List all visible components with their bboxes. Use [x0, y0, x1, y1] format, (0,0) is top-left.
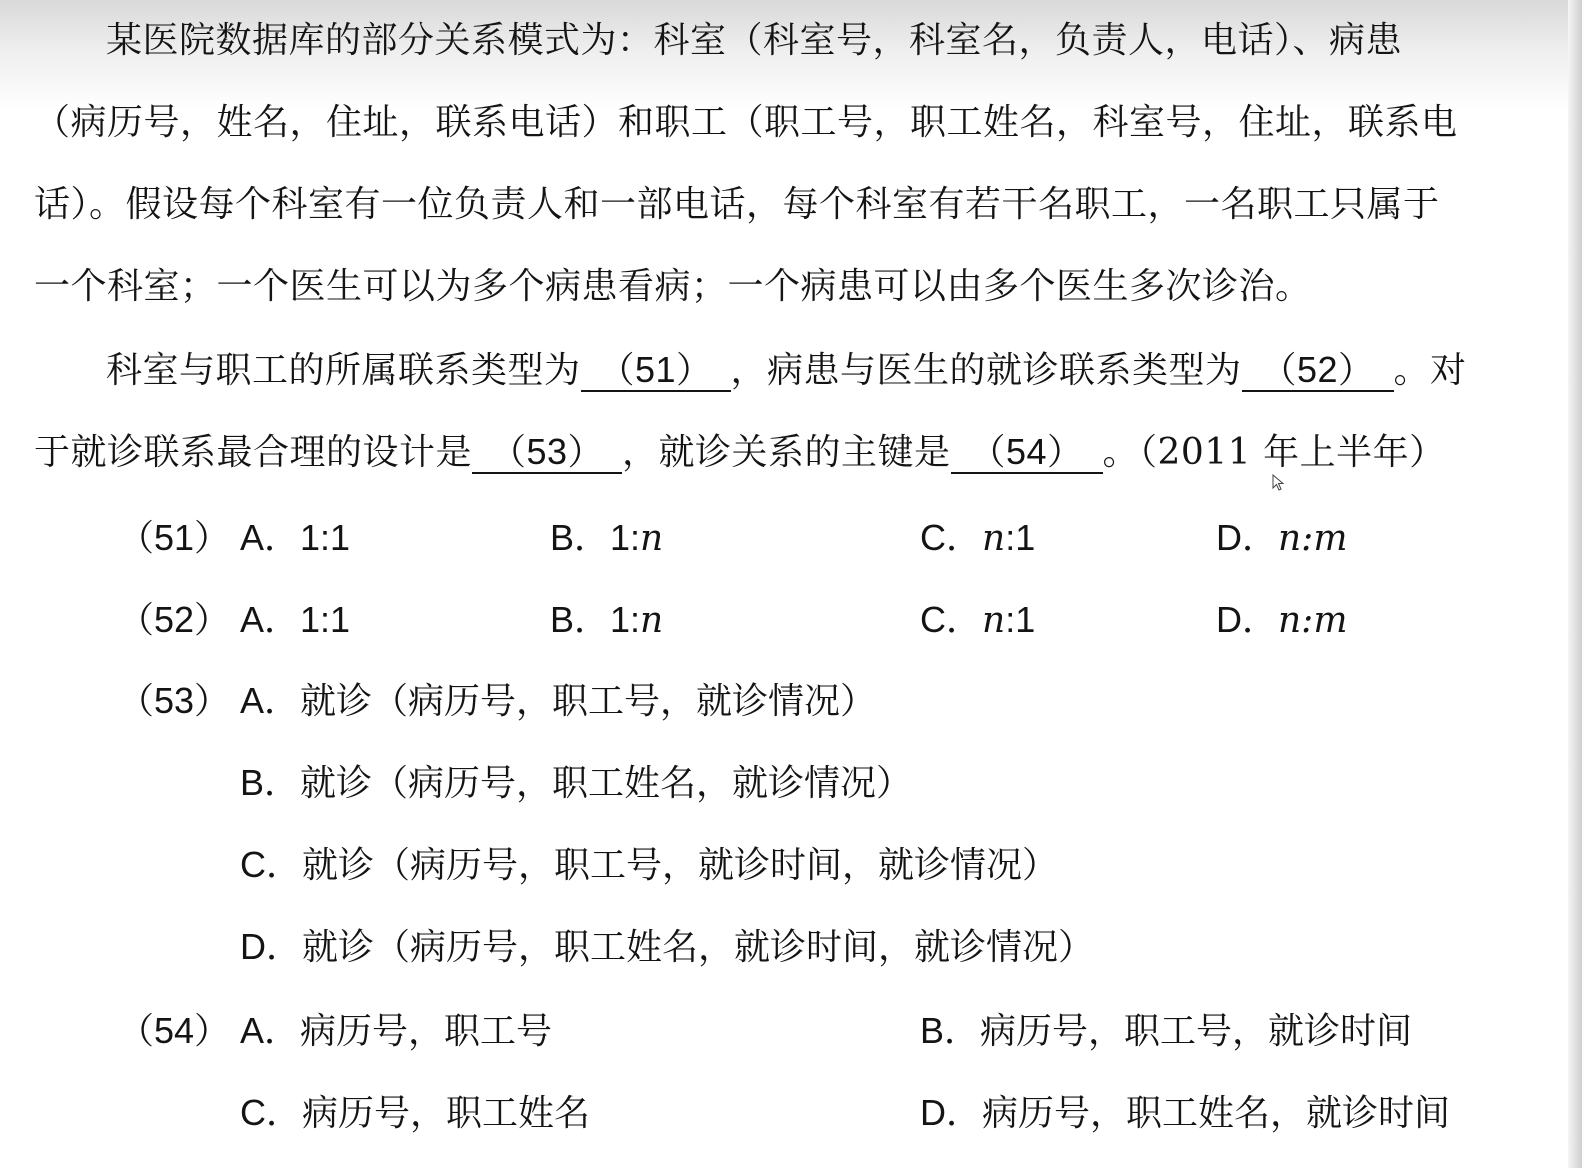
line6-text-a: 于就诊联系最合理的设计是: [34, 432, 473, 473]
passage-line-1: 某医院数据库的部分关系模式为：科室（科室号，科室名，负责人，电话）、病患: [106, 20, 1403, 61]
question-51-number: （51）: [118, 517, 231, 558]
q53-option-a[interactable]: A．就诊（病历号，职工号，就诊情况）: [240, 680, 877, 722]
q51-option-b[interactable]: B．1:n: [550, 517, 664, 559]
q54-option-d[interactable]: D．病历号，职工姓名，就诊时间: [920, 1092, 1451, 1134]
q51-option-d[interactable]: D．n:m: [1216, 517, 1348, 559]
line5-text-a: 科室与职工的所属联系类型为: [106, 350, 581, 391]
q51-option-c[interactable]: C．n:1: [920, 517, 1036, 559]
passage-line-3: 话）。假设每个科室有一位负责人和一部电话，每个科室有若干名职工，一名职工只属于: [34, 184, 1440, 225]
q52-option-b[interactable]: B．1:n: [550, 599, 664, 641]
passage-line-2: （病历号，姓名，住址，联系电话）和职工（职工号，职工姓名，科室号，住址，联系电: [34, 102, 1458, 143]
q52-option-d[interactable]: D．n:m: [1216, 599, 1348, 641]
q54-option-b[interactable]: B．病历号，职工号，就诊时间: [920, 1010, 1413, 1052]
question-54-number: （54）: [118, 1010, 231, 1051]
question-53-number: （53）: [118, 680, 231, 721]
mouse-pointer-icon: [1272, 474, 1286, 492]
passage-line-5: [106, 348, 1467, 394]
q53-option-c[interactable]: C．就诊（病历号，职工号，就诊时间，就诊情况）: [240, 844, 1059, 886]
q52-option-a[interactable]: A．1:1: [240, 599, 351, 640]
q52-option-c[interactable]: C．n:1: [920, 599, 1036, 641]
q53-option-d[interactable]: D．就诊（病历号，职工姓名，就诊时间，就诊情况）: [240, 926, 1095, 968]
line6-text-c: 。（2011 年上半年）: [1102, 432, 1446, 473]
passage-line-4: 一个科室；一个医生可以为多个病患看病；一个病患可以由多个医生多次诊治。: [34, 266, 1312, 307]
q51-option-a[interactable]: A．1:1: [240, 517, 351, 558]
line5-text-b: ，病患与医生的就诊联系类型为: [730, 350, 1242, 391]
passage-line-6: [34, 430, 1446, 476]
q54-option-a[interactable]: A．病历号，职工号: [240, 1010, 553, 1052]
q54-option-c[interactable]: C．病历号，职工姓名: [240, 1092, 591, 1134]
blank-51: （51）: [581, 350, 731, 392]
line5-text-c: 。对: [1393, 350, 1467, 391]
question-52-number: （52）: [118, 599, 231, 640]
line6-text-b: ，就诊关系的主键是: [622, 432, 951, 473]
blank-53: （53）: [472, 432, 622, 474]
right-edge-shadow: [1568, 0, 1582, 1168]
blank-52: （52）: [1242, 350, 1394, 392]
q53-option-b[interactable]: B．就诊（病历号，职工姓名，就诊情况）: [240, 762, 913, 804]
blank-54: （54）: [951, 432, 1103, 474]
